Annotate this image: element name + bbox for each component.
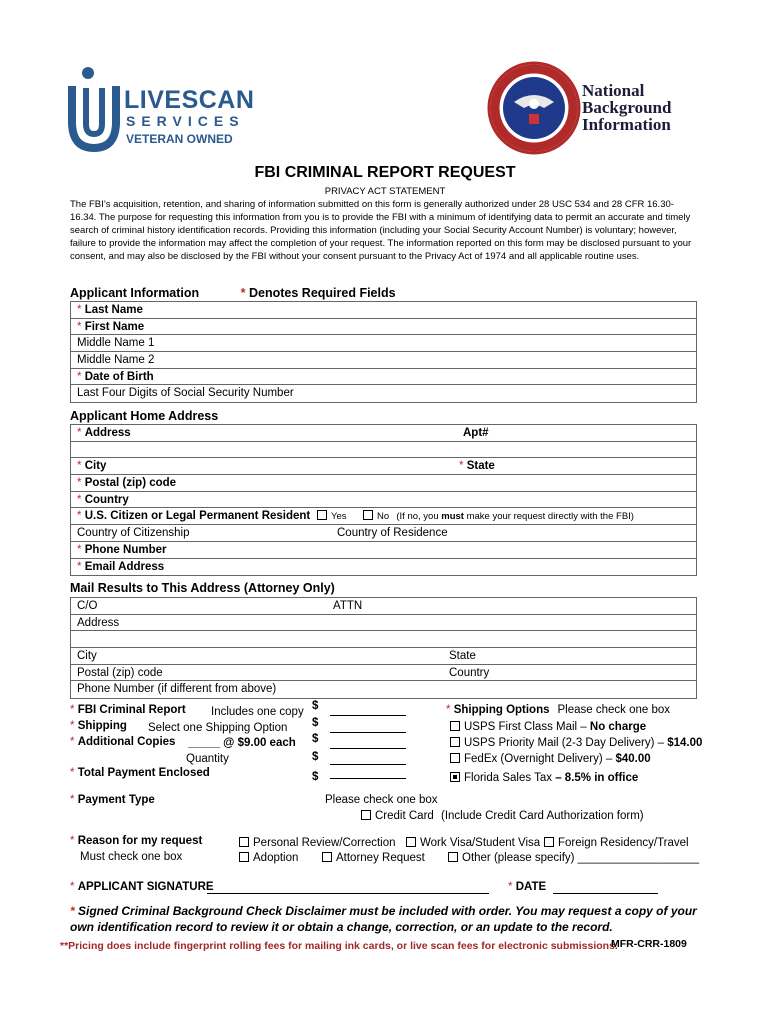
- middle-name-1-field[interactable]: Middle Name 1: [71, 335, 696, 352]
- date-label: * DATE: [508, 881, 547, 893]
- citizenship-field[interactable]: Country of Citizenship Country of Residence: [71, 525, 696, 542]
- tax-amount-line[interactable]: [330, 764, 406, 765]
- mail-city-field[interactable]: City State: [71, 648, 696, 665]
- adoption-checkbox[interactable]: [239, 852, 249, 862]
- florida-tax-option[interactable]: Florida Sales Tax – 8.5% in office: [450, 772, 638, 784]
- payment-check-note: Please check one box: [325, 794, 438, 806]
- additional-copies-label: * Additional Copies: [70, 736, 176, 748]
- ssn-field[interactable]: Last Four Digits of Social Security Number: [77, 387, 294, 400]
- signature-label: * APPLICANT SIGNATURE: [70, 881, 214, 893]
- mail-heading: Mail Results to This Address (Attorney Only): [70, 581, 335, 595]
- fedex-checkbox[interactable]: [450, 753, 460, 763]
- quantity-label: Quantity: [186, 753, 229, 765]
- zip-field[interactable]: * Postal (zip) code: [71, 475, 696, 492]
- home-address-heading: Applicant Home Address: [70, 409, 219, 423]
- mail-table: [70, 597, 697, 699]
- dollar-sign: $: [312, 771, 319, 783]
- citizen-no-checkbox[interactable]: [363, 510, 373, 520]
- reason-label: * Reason for my request: [70, 835, 203, 847]
- phone-field[interactable]: * Phone Number: [71, 542, 696, 559]
- applicant-table: [70, 301, 697, 403]
- credit-card-option[interactable]: Credit Card (Include Credit Card Authorization form): [361, 810, 644, 822]
- dollar-sign: $: [312, 751, 319, 763]
- livescan-veteran: VETERAN OWNED: [126, 132, 233, 146]
- last-name-field[interactable]: * Last Name: [71, 302, 696, 319]
- dollar-sign: $: [312, 733, 319, 745]
- attorney-checkbox[interactable]: [322, 852, 332, 862]
- shipping-label: * Shipping: [70, 720, 127, 732]
- applicant-heading: Applicant Information * Denotes Required Fields: [70, 286, 396, 300]
- city-field[interactable]: * City * State: [71, 458, 696, 475]
- co-field[interactable]: C/O ATTN: [71, 598, 696, 615]
- usps-priority-option[interactable]: USPS Priority Mail (2-3 Day Delivery) – $14.00: [450, 737, 702, 749]
- reason-work-visa[interactable]: Work Visa/Student Visa: [406, 837, 540, 849]
- pricing-note: **Pricing does include fingerprint rolling fees for mailing ink cards, or live scan fees for electronic submissions.: [60, 940, 618, 952]
- work-visa-checkbox[interactable]: [406, 837, 416, 847]
- mail-zip-field[interactable]: Postal (zip) code Country: [71, 665, 696, 682]
- shipping-amount-line[interactable]: [330, 732, 406, 733]
- dob-field[interactable]: * Date of Birth: [71, 369, 696, 386]
- reason-attorney[interactable]: Attorney Request: [322, 852, 425, 864]
- usps-first-checkbox[interactable]: [450, 721, 460, 731]
- address-line-2[interactable]: [71, 442, 696, 459]
- usps-first-option[interactable]: USPS First Class Mail – No charge: [450, 721, 646, 733]
- required-note: * Denotes Required Fields: [240, 286, 396, 300]
- livescan-services: SERVICES: [126, 113, 245, 129]
- citizen-yes-checkbox[interactable]: [317, 510, 327, 520]
- reason-foreign[interactable]: Foreign Residency/Travel: [544, 837, 689, 849]
- fedex-option[interactable]: FedEx (Overnight Delivery) – $40.00: [450, 753, 651, 765]
- select-shipping-note: Select one Shipping Option: [148, 722, 288, 734]
- middle-name-2-field[interactable]: Middle Name 2: [71, 352, 696, 369]
- must-check-note: Must check one box: [80, 851, 183, 863]
- mail-phone-field[interactable]: Phone Number (if different from above): [77, 683, 277, 696]
- mail-address-field[interactable]: Address: [71, 615, 696, 632]
- foreign-checkbox[interactable]: [544, 837, 554, 847]
- date-line[interactable]: [553, 893, 658, 894]
- reason-personal[interactable]: Personal Review/Correction: [239, 837, 396, 849]
- privacy-statement: The FBI’s acquisition, retention, and sharing of information submitted on this form is generally authorized under 28 USC 534 and 28 CFR 16.30-16.34. The purpose for requesting this information from you is to provide the FBI with a minimum of identifying data to permit an accurate and timely search of criminal history identification records. Providing this information (including your Social Security Account Number) is voluntary; however, failure to provide the information may affect the completion of your request. The information reported on this form may be disclosed pursuant to your consent, and may also be disclosed by the FBI without your consent pursuant to the Privacy Act of 1974 and all applicable routine uses.: [70, 199, 692, 262]
- email-field[interactable]: * Email Address: [77, 560, 165, 573]
- address-field[interactable]: * Address Apt#: [71, 425, 696, 442]
- livescan-word: LIVESCAN: [124, 86, 255, 114]
- fbi-report-label: * FBI Criminal Report: [70, 704, 186, 716]
- personal-checkbox[interactable]: [239, 837, 249, 847]
- fbi-report-amount-line[interactable]: [330, 715, 406, 716]
- privacy-heading: PRIVACY ACT STATEMENT: [324, 186, 446, 197]
- country-field[interactable]: * Country: [71, 492, 696, 509]
- signature-line[interactable]: [207, 893, 489, 894]
- mail-address-line-2[interactable]: [71, 631, 696, 648]
- total-amount-line[interactable]: [330, 778, 406, 779]
- credit-card-checkbox[interactable]: [361, 810, 371, 820]
- livescan-mark-icon: [66, 64, 124, 154]
- reason-other[interactable]: Other (please specify) ___________________: [448, 852, 699, 864]
- nbi-logo: [486, 58, 686, 158]
- livescan-logo: [66, 64, 255, 154]
- dollar-sign: $: [312, 717, 319, 729]
- per-copy-price[interactable]: _____ @ $9.00 each: [188, 737, 296, 749]
- payment-type-label: * Payment Type: [70, 794, 155, 806]
- page-title: FBI CRIMINAL REPORT REQUEST: [254, 164, 516, 181]
- florida-tax-checkbox[interactable]: [450, 772, 460, 782]
- home-address-table: [70, 424, 697, 576]
- reason-adoption[interactable]: Adoption: [239, 852, 298, 864]
- first-name-field[interactable]: * First Name: [71, 319, 696, 336]
- total-label: * Total Payment Enclosed: [70, 767, 210, 779]
- dollar-sign: $: [312, 700, 319, 712]
- other-checkbox[interactable]: [448, 852, 458, 862]
- disclaimer-note: * Signed Criminal Background Check Disclaimer must be included with order. You may request a copy of your own identification record to review it or obtain a change, correction, or an update to the record.: [70, 904, 697, 934]
- shipping-options-label: * Shipping Options Please check one box: [446, 704, 671, 716]
- copies-amount-line[interactable]: [330, 748, 406, 749]
- usps-priority-checkbox[interactable]: [450, 737, 460, 747]
- citizen-field: * U.S. Citizen or Legal Permanent Resident Yes No (If no, you must make your request directly with the FBI): [71, 508, 696, 525]
- nbi-wordmark: National Background Information: [582, 81, 672, 134]
- form-number: MFR-CRR-1809: [611, 938, 687, 950]
- nbi-seal-icon: [486, 58, 582, 158]
- includes-copy-note: Includes one copy: [211, 706, 304, 718]
